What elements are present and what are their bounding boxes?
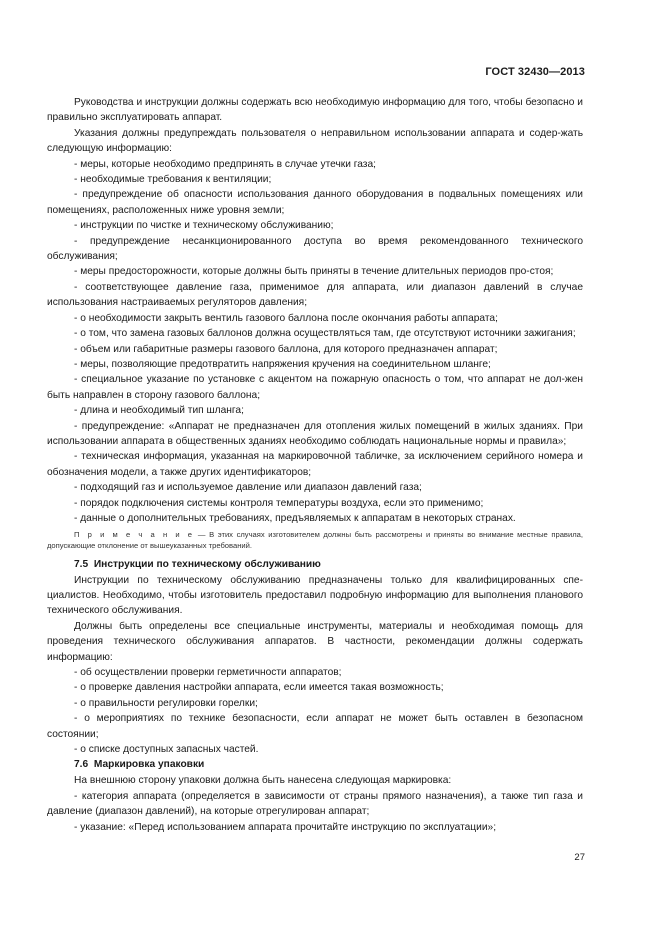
- list-item: - объем или габаритные размеры газового баллона, для которого предназначен аппарат;: [74, 343, 498, 355]
- list-item: - предупреждение об опасности использования данного оборудования в подвальных помещениях или помещениях, расположенных ниже уровня земли;: [47, 189, 583, 216]
- list-item: - техническая информация, указанная на маркировочной табличке, за исключением серийного номера и обозначения модели, а также других идентификаторов;: [47, 451, 583, 478]
- page-number: 27: [574, 852, 585, 863]
- list-item: - данные о дополнительных требованиях, предъявляемых к аппаратам в некоторых странах.: [74, 512, 516, 524]
- standard-header: ГОСТ 32430—2013: [485, 66, 585, 78]
- list-item: - о том, что замена газовых баллонов должна осуществляться там, где отсутствуют источники зажигания;: [74, 328, 576, 340]
- list-item: - инструкции по чистке и техническому обслуживанию;: [74, 220, 334, 232]
- section-title: Инструкции по техническому обслуживанию: [93, 558, 321, 570]
- list-item: - об осуществлении проверки герметичности аппаратов;: [74, 667, 342, 678]
- list-item: - о правильности регулировки горелки;: [74, 697, 258, 709]
- list-item: - меры, позволяющие предотвратить напряжения кручения на соединительном шланге;: [74, 358, 491, 370]
- page-content: [47, 95, 583, 835]
- section-number: 7.5: [74, 558, 89, 570]
- list-item: - о проверке давления настройки аппарата, если имеется такая возможность;: [74, 682, 444, 694]
- list-item: - предупреждение: «Аппарат не предназначен для отопления жилых помещений в жилых зданиях. При использовании аппарата в общественных зданиях необходимо соблюдать национальные нормы и правила»;: [47, 420, 583, 447]
- list-item: - о необходимости закрыть вентиль газового баллона после окончания работы аппарата;: [74, 312, 498, 324]
- list-item: - подходящий газ и используемое давление или диапазон давлений газа;: [74, 482, 422, 494]
- section-number: 7.6: [74, 759, 89, 771]
- list-item: - специальное указание по установке с акцентом на пожарную опасность о том, что аппарат не дол-жен быть направлен в сторону газового баллона;: [47, 374, 583, 401]
- section-paragraph: Инструкции по техническому обслуживанию предназначены только для квалифицированных спе-циалистов. Необходимо, чтобы изготовитель предоставил подробную информацию для выполнения планового технического обслуживания.: [47, 574, 583, 617]
- intro-paragraph: Указания должны предупреждать пользователя о неправильном использовании аппарата и содер-жать следующую информацию:: [47, 127, 583, 155]
- section-paragraph: Должны быть определены все специальные инструменты, материалы и необходимая помощь для проведения технического обслуживания аппаратов. В частности, рекомендации должны содержать информацию:: [47, 620, 583, 663]
- list-item: - порядок подключения системы контроля температуры воздуха, если это применимо;: [74, 497, 484, 509]
- note: [47, 530, 583, 551]
- note-text: — В этих случаях изготовителем должны быть рассмотрены и приняты во внимание местные правила, допускающие отклонение от вышеуказанных требований.: [47, 530, 583, 550]
- list-item: - соответствующее давление газа, применимое для аппарата, или диапазон давлений в случае использования настраиваемых регуляторов давления;: [47, 281, 583, 309]
- list-item: - категория аппарата (определяется в зависимости от страны прямого назначения), а также тип газа и давление (диапазон давлений), на которые отрегулирован аппарат;: [47, 790, 583, 818]
- section-paragraph: На внешнюю сторону упаковки должна быть нанесена следующая маркировка:: [74, 775, 452, 787]
- list-item: - меры предосторожности, которые должны быть приняты в течение длительных периодов про-стоя;: [74, 266, 554, 278]
- list-item: - о списке доступных запасных частей.: [74, 744, 259, 756]
- section-title: Маркировка упаковки: [93, 759, 205, 771]
- list-item: - меры, которые необходимо предпринять в случае утечки газа;: [74, 158, 376, 170]
- list-item: - необходимые требования к вентиляции;: [74, 174, 272, 186]
- list-item: - о мероприятиях по технике безопасности, если аппарат не может быть оставлен в безопасном состоянии;: [47, 713, 583, 740]
- list-item: - длина и необходимый тип шланга;: [74, 405, 244, 417]
- note-label: П р и м е ч а н и е: [74, 530, 195, 540]
- list-item: - указание: «Перед использованием аппарата прочитайте инструкцию по эксплуатации»;: [74, 821, 497, 833]
- section-heading-7-6: [47, 757, 583, 773]
- list-item: - предупреждение несанкционированного доступа во время рекомендованного технического обслуживания;: [47, 235, 583, 263]
- section-heading-7-5: [47, 557, 583, 573]
- intro-paragraph: Руководства и инструкции должны содержать всю необходимую информацию для того, чтобы безопасно и правильно эксплуатировать аппарат.: [47, 97, 583, 124]
